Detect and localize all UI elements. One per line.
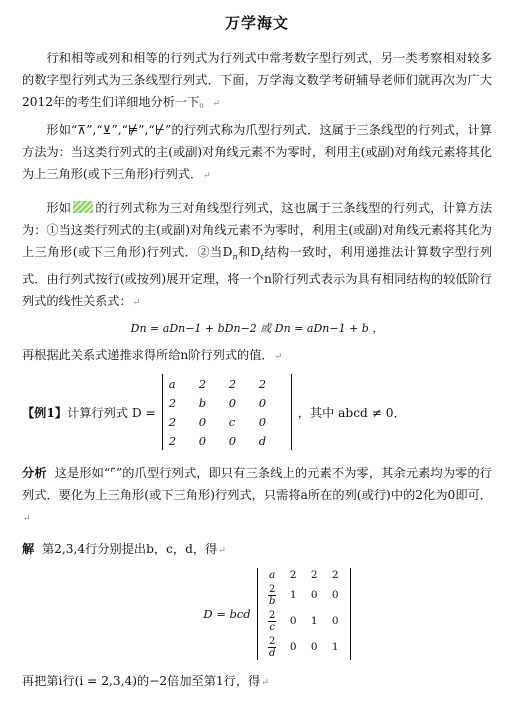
determinant-matrix	[167, 374, 287, 450]
analysis-paragraph	[22, 462, 492, 530]
tri-sub-t: t	[260, 252, 264, 262]
matrix-cell: 2	[168, 395, 177, 410]
matrix-cell: b	[198, 395, 207, 410]
matrix-cell: 0	[258, 414, 267, 429]
paragraph-mark-icon: ↵	[203, 171, 211, 181]
last-line	[22, 670, 492, 694]
tri-text-end: 结构一致时，利用递推法计算数字型行列式．由行列式按行(或按列)展开定理，将一个n阶行列式表示为具有相同结构的较低阶行列式的线性关系式：	[22, 245, 493, 309]
matrix-cell: a	[168, 376, 176, 391]
matrix-cell: 2	[258, 376, 267, 391]
matrix-cell: 2	[168, 433, 177, 448]
document-page	[0, 12, 510, 702]
example-1	[22, 374, 492, 450]
solution-det-prefix: D = bcd	[203, 607, 251, 622]
paragraph-mark-icon: ↵	[23, 514, 31, 525]
paragraph-mark-icon: ↵	[218, 546, 226, 557]
matrix-cell: 2	[228, 376, 237, 391]
last-line-text: 再把第i行(i = 2,3,4)的−2倍加至第1行，得	[22, 674, 261, 689]
paragraph-mark-icon: ↵	[274, 352, 283, 363]
solution-text: 第2,3,4行分别提出b，c，d，得	[41, 542, 218, 557]
example-determinant	[162, 374, 292, 450]
matrix-cell: 2	[198, 376, 207, 391]
page-title: 万学海文	[224, 14, 289, 32]
scaled-determinant	[257, 568, 351, 660]
example-label: 【例1】	[22, 405, 68, 420]
tri-text-start: 形如	[46, 201, 72, 215]
matrix-row	[167, 412, 287, 431]
tri-text-rest: 的行列式称为三对角线型行列式，这也属于三条线型的行列式，计算方法为：①当这类行列式的主(或副)对角线元素不为零时，利用主(或副)对角线元素将其化为上三角形(或下三角形)行列式．②当D	[22, 201, 493, 259]
matrix-cell: 0	[258, 395, 267, 410]
claw-text: 形如“⊼”,“⊻”,“⊭”,“⊬”的行列式称为爪型行列式．这属于三条线型的行列式，计算方法为：当这类行列式的主(或副)对角线元素不为零时，利用主(或副)对角线元素将其化为上三角形(或下三角形)行列式．	[22, 123, 492, 181]
matrix-row	[167, 431, 287, 450]
tridiagonal-pattern-icon	[73, 201, 93, 213]
matrix-cell: c	[228, 414, 236, 429]
tri-text-mid: 和D	[237, 245, 261, 259]
analysis-text: 这是形如“⌜”的爪型行列式，即只有三条线上的元素不为零，其余元素均为零的行列式．要化为上三角形(或下三角形)行列式，只需将a所在的列(或行)中的2化为0即可．	[22, 466, 492, 503]
solution-label: 解	[22, 542, 35, 557]
claw-paragraph	[22, 119, 492, 187]
matrix-cell: 0	[198, 433, 207, 448]
example-text: 计算行列式 D =	[67, 405, 156, 420]
solution-paragraph	[22, 538, 492, 562]
intro-text: 行和相等或列和相等的行列式为行列式中常考数字型行列式，另一类考察相对较多的数字型行列式为三条线型行列式．下面，万学海文数学考研辅导老师们就再次为广大2012年的考生们详细地分析一下。	[22, 51, 492, 109]
tri-sub-n: n	[232, 252, 238, 262]
matrix-cell: 0	[228, 395, 237, 410]
matrix-cell: 0	[198, 414, 207, 429]
matrix-cell: d	[258, 433, 267, 448]
recursion-text: 再根据此关系式递推求得所给n阶行列式的值．	[22, 348, 274, 363]
recurrence-formula: Dn = aDn−1 + bDn−2 或 Dn = aDn−1 + b ，	[130, 322, 384, 336]
example-condition: ，其中 abcd ≠ 0．	[297, 405, 406, 420]
matrix-row	[167, 393, 287, 412]
solution-determinant	[62, 568, 492, 660]
tridiagonal-paragraph	[22, 197, 492, 314]
recursion-paragraph	[22, 344, 492, 368]
intro-paragraph	[22, 47, 492, 115]
matrix-cell: 2	[168, 414, 177, 429]
paragraph-mark-icon: ↵	[261, 678, 269, 689]
paragraph-mark-icon: ↵	[212, 99, 221, 109]
matrix-cell: 0	[228, 433, 237, 448]
paragraph-mark-icon: ↵	[132, 298, 141, 309]
matrix-row	[167, 374, 287, 393]
analysis-label: 分析	[22, 466, 47, 481]
scaled-matrix: a 2 2 2 $\frac{2}{b}$ 1 0 0 $\frac{2}{c}$ 0 1 0 $\frac{2}{d}$ 0 0 1	[268, 569, 339, 660]
